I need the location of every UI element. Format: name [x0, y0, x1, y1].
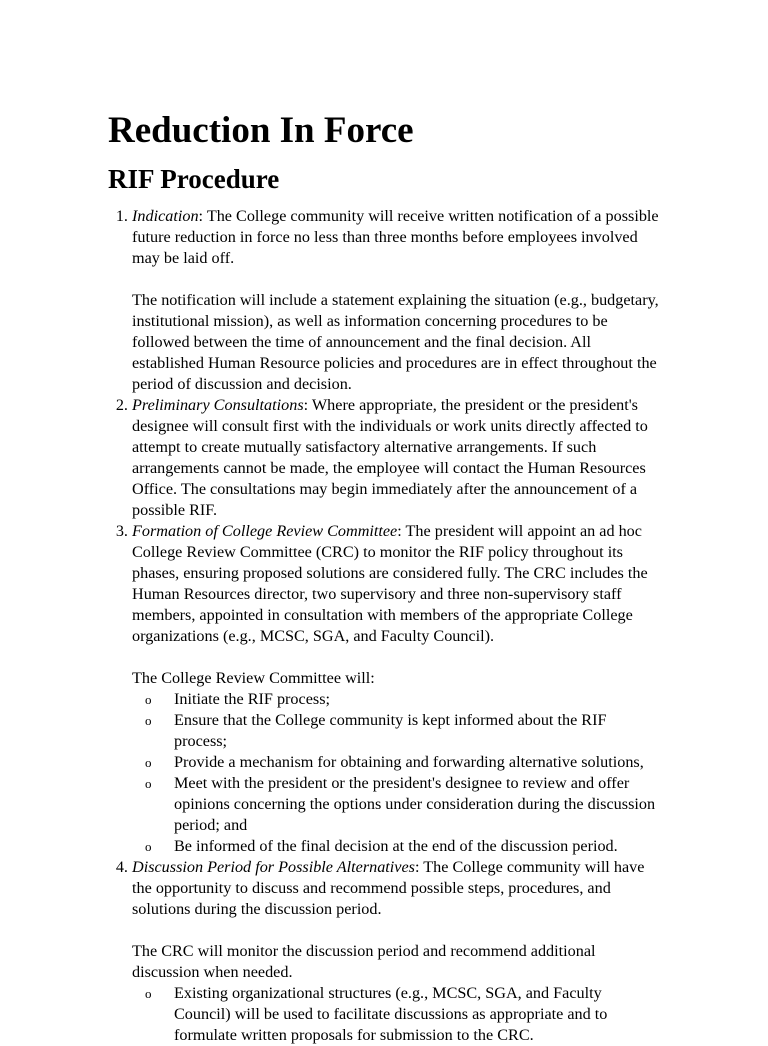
bullet-icon: o	[145, 839, 152, 854]
item-term: Preliminary Consultations	[132, 396, 304, 414]
crc-duties-list	[132, 689, 660, 857]
item-text: The College community will receive written notification of a possible future reduction in force no less than three months before employees involved may be laid off.	[132, 207, 659, 267]
list-item: o Existing organizational structures (e.g., MCSC, SGA, and Faculty Council) will be used to facilitate discussions as appropriate and to formulate written proposals for submission to the CRC.	[145, 984, 608, 1044]
item-text: The president will appoint an ad hoc College Review Committee (CRC) to monitor the RIF policy throughout its phases, ensuring proposed solutions are considered fully. The CRC includes the Human Resources director, two supervisory and three non-supervisory staff members, appointed in consultation with members of the appropriate College organizations (e.g., MCSC, SGA, and Faculty Council).	[132, 522, 648, 645]
item-term: Discussion Period for Possible Alternatives	[132, 858, 415, 876]
list-item: o Provide a mechanism for obtaining and forwarding alternative solutions,	[145, 753, 644, 771]
list-item: o Initiate the RIF process;	[145, 690, 330, 708]
document-title: Reduction In Force	[108, 110, 414, 151]
document-page	[108, 108, 660, 1046]
list-item: o Be informed of the final decision at the end of the discussion period.	[145, 837, 618, 855]
item-paragraph: The CRC will monitor the discussion period and recommend additional discussion when needed.	[132, 942, 596, 981]
discussion-list	[132, 983, 660, 1046]
procedure-list	[108, 206, 660, 1046]
item-paragraph: The notification will include a statement explaining the situation (e.g., budgetary, institutional mission), as well as information concerning procedures to be followed between the time of announcement and the final decision. All established Human Resource policies and procedures are in effect throughout the period of discussion and decision.	[132, 291, 659, 393]
procedure-item-preliminary-consultations: 2. Preliminary Consultations: Where appropriate, the president or the president's designee will consult first with the individuals or work units directly affected to attempt to create mutually satisfactory alternative arrangements. If such arrangements cannot be made, the employee will contact the Human Resources Office. The consultations may begin immediately after the announcement of a possible RIF.	[132, 395, 660, 521]
item-text: Where appropriate, the president or the president's designee will consult first with the individuals or work units directly affected to attempt to create mutually satisfactory alternative arrangements. If such arrangements cannot be made, the employee will contact the Human Resources Office. The consultations may begin immediately after the announcement of a possible RIF.	[132, 396, 648, 519]
procedure-item-indication: 1. Indication: The College community will receive written notification of a possible future reduction in force no less than three months before employees involved may be laid off. The notification will include a statement explaining the situation (e.g., budgetary, institutional mission), as well as information concerning procedures to be followed between the time of announcement and the final decision. All established Human Resource policies and procedures are in effect throughout the period of discussion and decision.	[132, 206, 660, 395]
section-heading: RIF Procedure	[108, 164, 280, 194]
procedure-item-discussion-period: 4. Discussion Period for Possible Alternatives: The College community will have the opportunity to discuss and recommend possible steps, procedures, and solutions during the discussion period. The CRC will monitor the discussion period and recommend additional discussion when needed. o Existing organizational structures (e.g., MCSC, SGA, and Faculty Council) will be used to facilitate discussions as appropriate and to formulate written proposals for submission to the CRC.	[132, 857, 660, 1046]
item-paragraph: The College Review Committee will:	[132, 669, 375, 687]
bullet-icon: o	[145, 776, 152, 791]
bullet-icon: o	[145, 713, 152, 728]
bullet-icon: o	[145, 986, 152, 1001]
item-text: The College community will have the opportunity to discuss and recommend possible steps, procedures, and solutions during the discussion period.	[132, 858, 645, 918]
bullet-icon: o	[145, 692, 152, 707]
list-item: o Meet with the president or the president's designee to review and offer opinions concerning the options under consideration during the discussion period; and	[145, 774, 656, 834]
list-item: o Ensure that the College community is kept informed about the RIF process;	[145, 711, 607, 750]
bullet-icon: o	[145, 755, 152, 770]
procedure-item-formation-crc: 3. Formation of College Review Committee: The president will appoint an ad hoc College Review Committee (CRC) to monitor the RIF policy throughout its phases, ensuring proposed solutions are considered fully. The CRC includes the Human Resources director, two supervisory and three non-supervisory staff members, appointed in consultation with members of the appropriate College organizations (e.g., MCSC, SGA, and Faculty Council). The College Review Committee will: o Initiate the RIF process; o Ensure that the College community is kept informed about the RIF process; o Provide a mechanism for obtaining and forwarding alternative solutions, o Meet with the president or the president's designee to review and offer opinions concerning the options under consideration during the discussion period; and o Be informed of the final decision at the end of the discussion period.	[132, 521, 660, 857]
item-term: Indication	[132, 207, 199, 225]
item-term: Formation of College Review Committee	[132, 522, 398, 540]
